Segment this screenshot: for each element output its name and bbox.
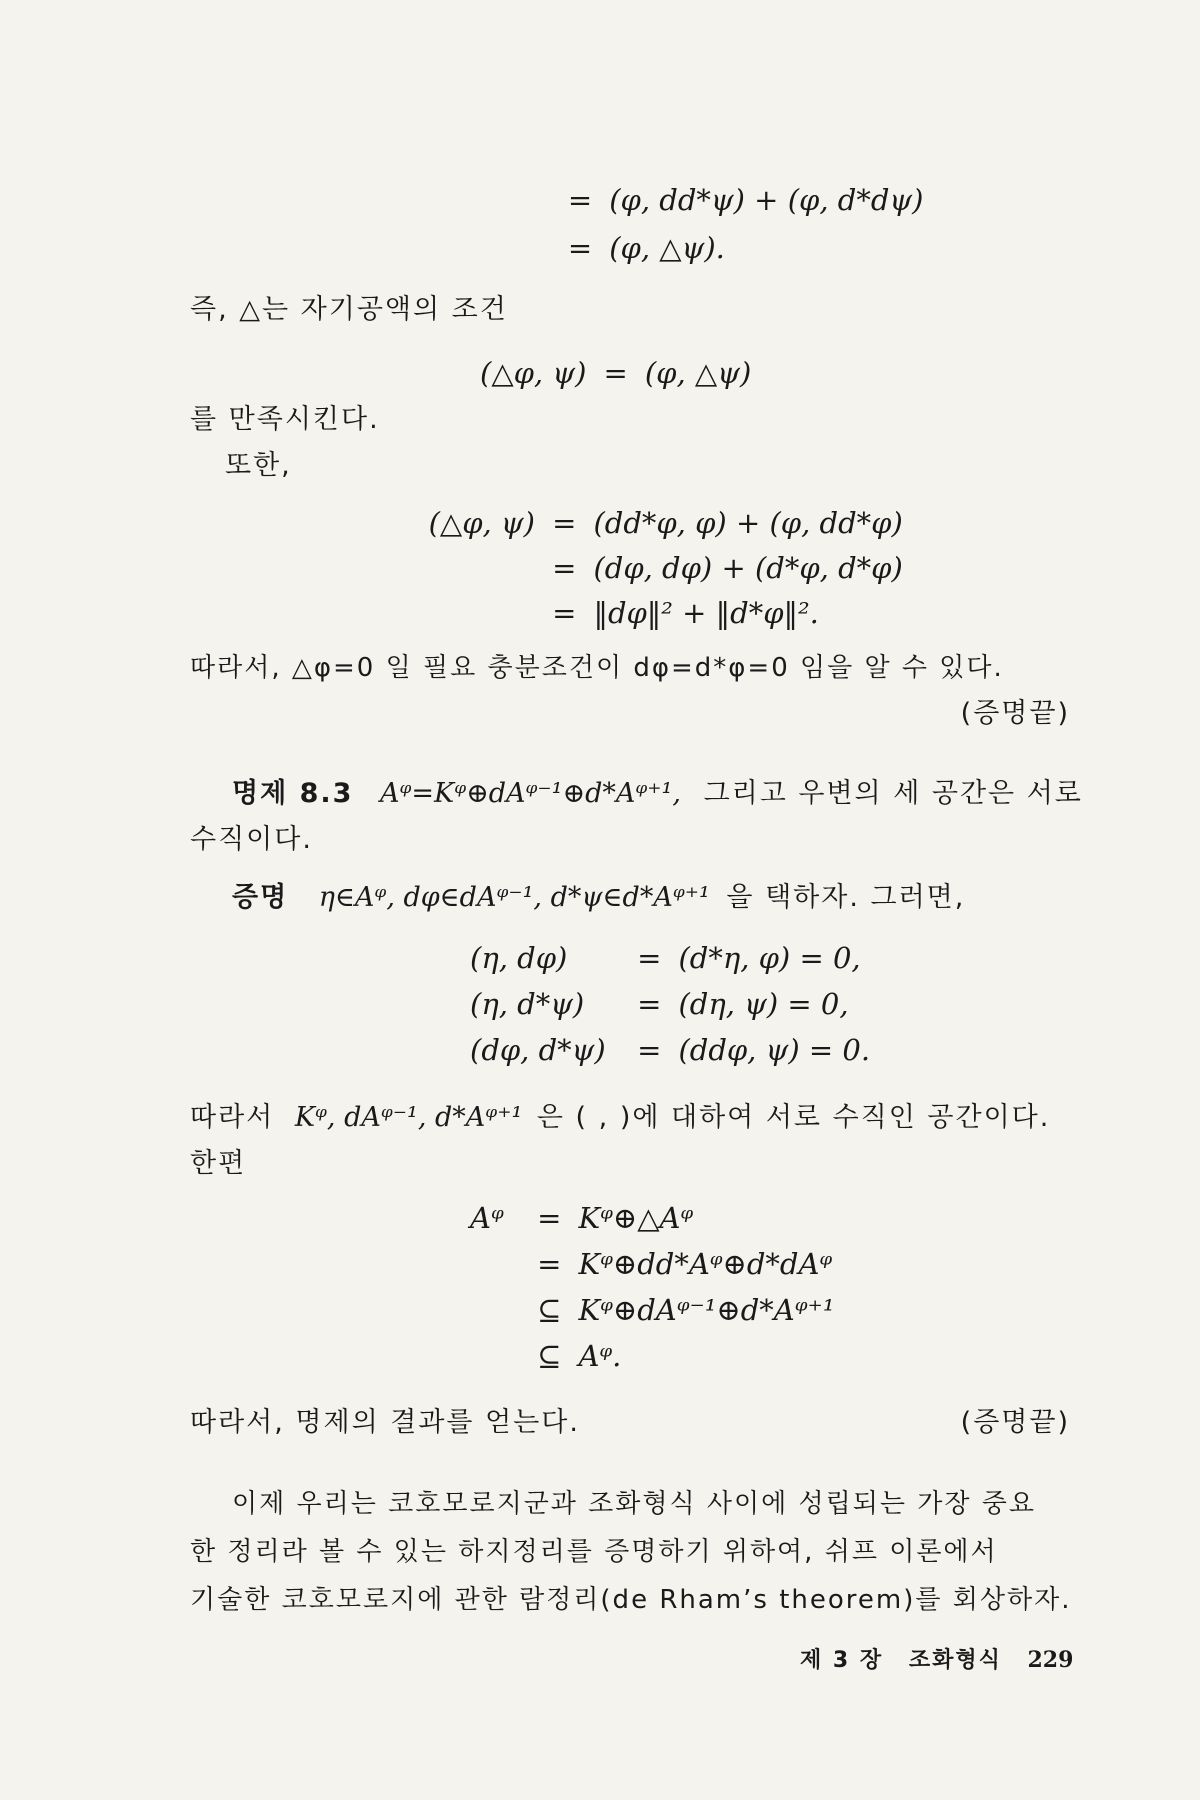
equation-lhs: (dφ, d*ψ) [470, 1033, 606, 1067]
proposition-label: 명제 8.3 [232, 778, 354, 809]
equation-line [385, 550, 903, 586]
equation-line [470, 1292, 834, 1328]
qed-mark: (증명끝) [960, 1407, 1070, 1438]
equation-line [385, 595, 819, 631]
running-footer [800, 1645, 1073, 1676]
page-number: 229 [1027, 1647, 1074, 1673]
paragraph [190, 1100, 1050, 1136]
paragraph: 한편 [190, 1148, 247, 1179]
paragraph-line: 이제 우리는 코호모로지군과 조화형식 사이에 성립되는 가장 중요 [232, 1489, 1036, 1519]
equation-rhs: (dd*φ, φ) + (φ, dd*φ) [593, 506, 903, 540]
proposition [232, 776, 1083, 812]
equation-relation: = [552, 596, 577, 630]
footer-chapter: 제 3 장 [800, 1648, 884, 1673]
equation-line [470, 1200, 693, 1236]
equation-lhs: (η, dφ) [470, 941, 568, 975]
paragraph-math: Kᵠ, dAᵠ⁻¹, d*Aᵠ⁺¹ [294, 1102, 523, 1133]
paragraph: 따라서, △φ=0 일 필요 충분조건이 dφ=d*φ=0 임을 알 수 있다. [190, 653, 1004, 683]
proposition-math: Aᵠ=Kᵠ⊕dAᵠ⁻¹⊕d*Aᵠ⁺¹, [380, 778, 681, 809]
equation-relation: ⊆ [537, 1339, 562, 1373]
equation-relation: = [603, 356, 628, 390]
paragraph-line: 한 정리라 볼 수 있는 하지정리를 증명하기 위하여, 쉬프 이론에서 [190, 1537, 998, 1567]
equation-rhs: (φ, △ψ) [644, 356, 752, 390]
proof-label: 증명 [232, 882, 289, 913]
equation-line [560, 182, 923, 218]
equation-relation: = [552, 551, 577, 585]
equation-rhs: (dφ, dφ) + (d*φ, d*φ) [593, 551, 903, 585]
proof-text: 을 택하자. 그러면, [726, 882, 966, 913]
equation-relation: ⊆ [537, 1293, 562, 1327]
equation-rhs: ‖dφ‖² + ‖d*φ‖². [593, 596, 819, 630]
equation-line [470, 986, 849, 1022]
equation-line [385, 505, 903, 541]
equation-lhs: Aᵠ [470, 1201, 504, 1235]
paragraph-line: 기술한 코호모로지에 관한 람정리(de Rham’s theorem)를 회상하자. [190, 1585, 1072, 1615]
paragraph-text: 은 ( , )에 대하여 서로 수직인 공간이다. [536, 1102, 1051, 1133]
proposition-text-cont: 수직이다. [190, 824, 313, 855]
equation-relation: = [637, 987, 662, 1021]
equation-relation: = [537, 1247, 562, 1281]
footer-title: 조화형식 [908, 1648, 1002, 1673]
paragraph-text: 따라서 [190, 1102, 275, 1133]
proof-intro [232, 880, 965, 916]
proof-math: η∈Aᵠ, dφ∈dAᵠ⁻¹, d*ψ∈d*Aᵠ⁺¹ [318, 882, 710, 913]
equation-rhs: Aᵠ. [578, 1339, 622, 1373]
paragraph: 따라서, 명제의 결과를 얻는다. [190, 1407, 580, 1438]
equation-relation: = [637, 941, 662, 975]
proposition-text: 그리고 우변의 세 공간은 서로 [703, 778, 1083, 809]
equation-line [470, 1032, 870, 1068]
qed-mark: (증명끝) [960, 698, 1070, 729]
equation-relation: = [552, 506, 577, 540]
equation-rhs: (φ, △ψ). [609, 231, 725, 265]
equation-rhs: Kᵠ⊕△Aᵠ [578, 1201, 694, 1235]
equation-rhs: Kᵠ⊕dAᵠ⁻¹⊕d*Aᵠ⁺¹ [578, 1293, 835, 1327]
equation-relation: = [537, 1201, 562, 1235]
equation-line [470, 1246, 832, 1282]
equation-rhs: (dη, ψ) = 0, [678, 987, 849, 1021]
equation-line [480, 355, 751, 391]
equation-relation: = [567, 183, 593, 217]
paragraph: 또한, [225, 450, 292, 481]
equation-relation: = [637, 1033, 662, 1067]
equation-rhs: (φ, dd*ψ) + (φ, d*dψ) [609, 183, 924, 217]
paragraph: 를 만족시킨다. [190, 404, 380, 435]
equation-rhs: Kᵠ⊕dd*Aᵠ⊕d*dAᵠ [578, 1247, 833, 1281]
equation-line [560, 230, 725, 266]
paragraph: 즉, △는 자기공액의 조건 [190, 294, 508, 325]
equation-rhs: (d*η, φ) = 0, [678, 941, 861, 975]
equation-lhs: (△φ, ψ) [480, 356, 587, 390]
equation-lhs: (△φ, ψ) [428, 506, 535, 540]
equation-line [470, 1338, 621, 1374]
equation-line [470, 940, 861, 976]
equation-relation: = [567, 231, 593, 265]
equation-rhs: (ddφ, ψ) = 0. [678, 1033, 871, 1067]
equation-lhs: (η, d*ψ) [470, 987, 585, 1021]
